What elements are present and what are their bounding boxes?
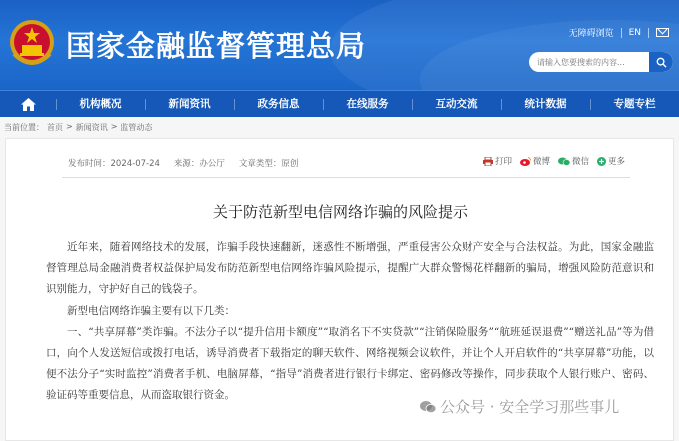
divider <box>62 177 630 178</box>
accessibility-link[interactable]: 无障碍浏览 <box>568 29 614 39</box>
wechat-watermark-icon <box>420 400 436 414</box>
site-header <box>0 0 679 90</box>
printer-icon <box>483 157 493 166</box>
plus-circle-icon <box>597 157 606 166</box>
national-emblem-icon[interactable] <box>8 14 56 74</box>
watermark-text: 公众号 · 安全学习那些事儿 <box>440 398 620 416</box>
english-link[interactable]: EN <box>628 27 641 38</box>
article-paragraph: 新型电信网络诈骗主要有以下几类： <box>67 305 235 317</box>
search-input[interactable] <box>529 58 649 67</box>
article-title: 关于防范新型电信网络诈骗的风险提示 <box>212 203 468 221</box>
search-box <box>529 52 673 72</box>
nav-item-topics[interactable]: 专题专栏 <box>590 91 679 118</box>
main-nav <box>0 90 679 117</box>
wechat-share-button[interactable] <box>558 155 589 167</box>
wechat-label: 微信 <box>571 157 589 167</box>
breadcrumb-sep: > <box>110 122 118 131</box>
watermark <box>420 396 619 417</box>
nav-item-interaction[interactable]: 互动交流 <box>412 91 501 118</box>
divider <box>621 28 622 38</box>
search-button[interactable] <box>649 52 673 72</box>
print-button[interactable] <box>483 155 512 167</box>
more-share-button[interactable] <box>597 155 625 167</box>
search-icon <box>656 57 667 68</box>
home-icon <box>21 98 36 111</box>
home-button[interactable] <box>0 91 56 118</box>
weibo-share-button[interactable] <box>520 155 550 167</box>
article-paragraph: 近年来，随着网络技术的发展，诈骗手段快速翻新，迷惑性不断增强，严重侵害公众财产安全与合法权益。为此，国家金融监督管理总局金融消费者权益保护局发布防范新型电信网络诈骗风险提示，提醒广大群众警惕花样翻新的骗局，增强风险防范意识和识别能力，守护好自己的钱袋子。 <box>46 241 654 295</box>
article-type: 文章类型：原创 <box>238 159 299 169</box>
nav-item-about[interactable]: 机构概况 <box>56 91 145 118</box>
weibo-label: 微博 <box>532 157 550 167</box>
breadcrumb-home[interactable]: 首页 <box>47 123 63 132</box>
breadcrumb <box>4 122 152 133</box>
top-utility-bar <box>569 26 669 39</box>
breadcrumb-regulatory[interactable]: 监管动态 <box>120 123 153 132</box>
article-meta <box>68 157 298 169</box>
nav-item-government[interactable]: 政务信息 <box>234 91 323 118</box>
breadcrumb-label: 当前位置： <box>4 123 44 132</box>
print-label: 打印 <box>494 157 512 167</box>
more-label: 更多 <box>607 157 625 167</box>
article-paragraph: 一、“共享屏幕”类诈骗。不法分子以“提升信用卡额度”“取消名下不实贷款”“注销保险服务”“航班延误退费”“赠送礼品”等为借口，向个人发送短信或拨打电话，诱导消费者下载指定的聊天软件、网络视频会议软件，并让个人开启软件的“共享屏幕”功能，以便不法分子“实时监控”消费者手机、电脑屏幕，“指导”消费者进行银行卡绑定、密码修改等操作，同步获取个人银行账户、密码、验证码等重要信息，从而盗取银行资金。 <box>46 326 654 401</box>
nav-item-online-service[interactable]: 在线服务 <box>323 91 412 118</box>
nav-item-statistics[interactable]: 统计数据 <box>501 91 590 118</box>
wechat-icon <box>558 157 570 166</box>
breadcrumb-sep: > <box>66 122 73 131</box>
nav-item-news[interactable]: 新闻资讯 <box>145 91 234 118</box>
article-source: 来源：办公厅 <box>173 159 225 169</box>
breadcrumb-news[interactable]: 新闻资讯 <box>75 123 108 132</box>
publish-date: 发布时间：2024-07-24 <box>68 159 160 169</box>
share-bar <box>483 155 625 167</box>
divider <box>648 28 649 38</box>
mail-icon[interactable] <box>656 28 669 37</box>
weibo-icon <box>520 157 531 166</box>
site-title[interactable]: 国家金融监督管理总局 <box>66 29 367 63</box>
